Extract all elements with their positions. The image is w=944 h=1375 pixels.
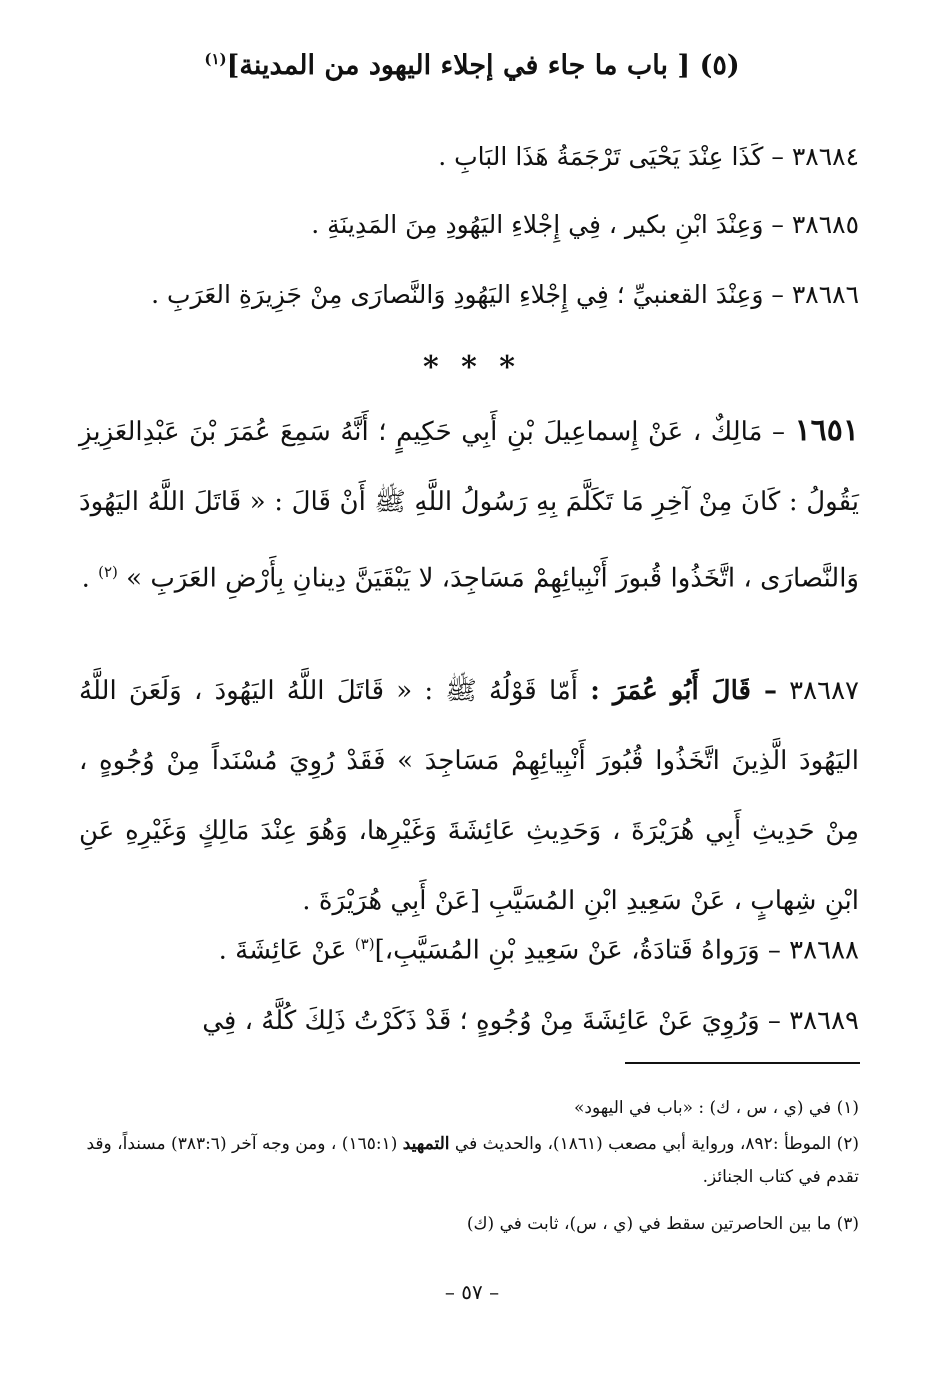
paragraph-tail: عَنْ عَائِشَةَ . xyxy=(218,935,347,966)
paragraph-text: – وَرَواهُ قَتادَةُ، عَنْ سَعِيدِ بْنِ المُسَيَّبِ،] xyxy=(374,935,781,966)
footnote-divider xyxy=(625,1062,860,1064)
paragraph-number: ٣٨٦٨٩ xyxy=(789,1006,859,1036)
footnote-ref-2: (٢) xyxy=(98,563,118,581)
entry-text: – كَذَا عِنْدَ يَحْيَى تَرْجَمَةُ هَذَا البَابِ . xyxy=(438,142,784,171)
footnote-ref-1: (١) xyxy=(204,50,227,68)
footnote-mark: (٢) xyxy=(836,1134,859,1154)
paragraph-lead: – قَالَ أَبُو عُمَرَ : xyxy=(590,676,777,706)
section-separator: * * * xyxy=(423,350,521,385)
footnote-3 xyxy=(79,1208,859,1241)
entry-38686 xyxy=(151,280,859,309)
footnote-2 xyxy=(79,1128,859,1194)
footnote-mark: (١) xyxy=(836,1098,859,1118)
hadith-number: ١٦٥١ xyxy=(794,413,860,448)
footnote-ref-3: (٣) xyxy=(354,935,375,953)
paragraph-38688 xyxy=(219,935,859,966)
entry-text: – وَعِنْدَ ابْنِ بكير ، فِي إِجْلاءِ اليَهُودِ مِنَ المَدِينَةِ . xyxy=(311,210,784,239)
footnote-1 xyxy=(79,1092,859,1125)
footnote-text: الموطأ :٨٩٢، ورواية أبي مصعب (١٨٦١)، والحديث في xyxy=(454,1134,832,1154)
hadith-end: . xyxy=(81,563,90,594)
entry-38685 xyxy=(311,210,859,239)
paragraph-number: ٣٨٦٨٧ xyxy=(789,676,859,706)
footnote-mark: (٣) xyxy=(836,1214,859,1234)
paragraph-text: أَمّا قَوْلُهُ ﷺ : « قَاتَلَ اللَّهُ اليَهُودَ ، وَلَعَنَ اللَّهُ اليَهُودَ الَّذِينَ اتَّخَذُوا قُبُورَ أَنْبِيائِهِمْ مَسَاجِدَ » فَقَدْ رُوِيَ مُسْنَداً مِنْ وُجُوهٍ ، مِنْ حَدِيثِ أَبِي هُرَيْرَةَ ، وَحَدِيثِ عَائِشَةَ وَغَيْرِها، وَهُوَ عِنْدَ مَالِكٍ وَغَيْرِهِ عَنِ ابْنِ شِهابٍ ، عَنْ سَعِيدِ ابْنِ المُسَيَّبِ [عَنْ أَبِي هُرَيْرَةَ . xyxy=(79,676,859,916)
paragraph-38687 xyxy=(79,656,859,936)
hadith-text: – مَالِكٌ ، عَنْ إِسماعِيلَ بْنِ أَبِي حَكِيمٍ ؛ أَنَّهُ سَمِعَ عُمَرَ بْنَ عَبْدِالعَزِيزِ يَقُولُ : كَانَ مِنْ آخِرِ مَا تَكَلَّمَ بِهِ رَسُولُ اللَّهِ ﷺ أَنْ قَالَ : « قَاتَلَ اللَّهُ اليَهُودَ وَالنَّصارَى ، اتَّخَذُوا قُبورَ أَنْبِيائِهِمْ مَسَاجِدَ، لا يَبْقَيَنَّ دِينانِ بِأَرْضِ العَرَبِ » xyxy=(79,417,859,594)
page-number: – ٥٧ – xyxy=(444,1280,500,1304)
paragraph-number: ٣٨٦٨٨ xyxy=(789,935,859,966)
entry-number: ٣٨٦٨٥ xyxy=(791,210,859,239)
entry-number: ٣٨٦٨٤ xyxy=(791,142,859,171)
entry-38684 xyxy=(438,142,859,171)
footnote-text: ما بين الحاصرتين سقط في (ي ، س)، ثابت في (ك) xyxy=(466,1214,832,1234)
chapter-number: (٥) xyxy=(699,50,740,81)
footnote-bold-title: التمهيد xyxy=(402,1134,450,1154)
chapter-heading xyxy=(0,50,944,81)
paragraph-38689 xyxy=(79,986,859,1056)
paragraph-text: – وَرُوِيَ عَنْ عَائِشَةَ مِنْ وُجُوهٍ ؛ قَدْ ذَكَرْتُ ذَلِكَ كُلَّهُ ، فِي xyxy=(202,1006,781,1036)
footnote-text: في (ي ، س ، ك) : «باب في اليهود» xyxy=(573,1098,832,1118)
entry-number: ٣٨٦٨٦ xyxy=(791,280,859,309)
chapter-title: [ باب ما جاء في إجلاء اليهود من المدينة] xyxy=(226,50,691,81)
entry-text: – وَعِنْدَ القعنبيِّ ؛ فِي إِجْلاءِ اليَهُودِ وَالنَّصارَى مِنْ جَزِيرَةِ العَرَبِ . xyxy=(151,280,784,309)
footnote-tail: (١٦٥:١) ، ومن وجه آخر (٣٨٣:٦) مسنداً، وقد تقدم في كتاب الجنائز. xyxy=(86,1134,859,1187)
hadith-1651 xyxy=(79,396,859,614)
